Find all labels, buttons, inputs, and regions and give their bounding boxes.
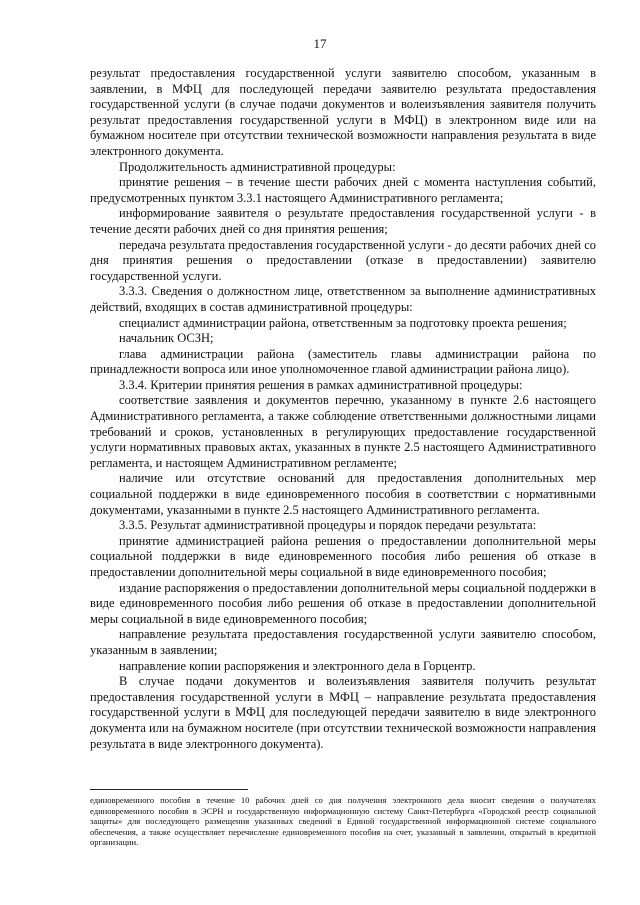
paragraph: передача результата предоставления государственной услуги - до десяти рабочих дней со дня принятия решения о предоставлении (отказе в предоставлении) заявителю государственной услуги. [90,237,596,283]
paragraph: информирование заявителя о результате предоставления государственной услуги - в течение десяти рабочих дней со дня принятия решения; [90,206,596,236]
paragraph: соответствие заявления и документов перечню, указанному в пункте 2.6 настоящего Административного регламента, а также соблюдение ответственными должностными лицами требований и сроков, установленных в регулирующих предоставление государственной услуги нормативных правовых актах, указанных в пункте 2.5 настоящего Административного регламента, и настоящем Административном регламенте; [90,393,596,470]
paragraph: начальник ОСЗН; [119,331,214,346]
paragraph: издание распоряжения о предоставлении дополнительной меры социальной поддержки в виде единовременного пособия либо решения об отказе в предоставлении дополнительной меры социальной в виде единовременного пособия; [90,580,596,626]
paragraph: 3.3.4. Критерии принятия решения в рамках административной процедуры: [119,377,523,392]
paragraph: 3.3.3. Сведения о должностном лице, ответственном за выполнение административных действий, входящих в состав административной процедуры: [90,284,596,314]
footnote-divider [90,789,248,790]
paragraph: результат предоставления государственной услуги заявителю способом, указанным в заявлении, в МФЦ для последующей передачи заявителю результата предоставления государственной услуги (в случае подачи документов и волеизъявления заявителя получить результат предоставления государственной услуги в МФЦ) в электронном виде или на бумажном носителе при отсутствии технической возможности направления результата в виде электронного документа. [90,66,596,158]
paragraph: 3.3.5. Результат административной процедуры и порядок передачи результата: [119,518,537,533]
paragraph: принятие администрацией района решения о предоставлении дополнительной меры социальной поддержки в виде единовременного пособия либо решения об отказе в предоставлении дополнительной меры социальной в виде единовременного пособия; [90,533,596,579]
paragraph: принятие решения – в течение шести рабочих дней с момента наступления событий, предусмотренных пунктом 3.3.1 настоящего Административного регламента; [90,175,596,205]
paragraph: глава администрации района (заместитель главы администрации района по принадлежности вопроса или иное уполномоченное главой администрации района лицо). [90,346,596,377]
paragraph: Продолжительность административной процедуры: [119,159,396,174]
footnote: единовременного пособия в течение 10 рабочих дней со дня получения электронного дела вносит сведения о получателях единовременного пособия в ЭСРН и государственную информационную систему Санкт-Петербурга «Городской реестр социальной защиты» для последующего размещения указанных сведений в Единой государственной информационной системе социального обеспечения, а также осуществляет перечисление единовременного пособия на счет, указанный в заявлении, открытый в кредитной организации. [90,795,596,848]
paragraph: В случае подачи документов и волеизъявления заявителя получить результат предоставления государственной услуги в МФЦ – направление результата предоставления государственной услуги в МФЦ для последующей передачи заявителю в виде электронного документа или на бумажном носителе (при отсутствии технической возможности направления результата в виде электронного документа). [90,674,596,751]
document-body [90,66,596,752]
page-number: 17 [313,36,327,51]
paragraph: наличие или отсутствие оснований для предоставления дополнительных мер социальной поддержки в виде единовременного пособия в соответствии с нормативными документами, указанными в пункте 2.5 настоящего Административного регламента. [90,471,596,517]
paragraph: специалист администрации района, ответственным за подготовку проекта решения; [119,315,567,330]
paragraph: направление результата предоставления государственной услуги заявителю способом, указанным в заявлении; [90,627,596,657]
paragraph: направление копии распоряжения и электронного дела в Горцентр. [119,658,476,673]
